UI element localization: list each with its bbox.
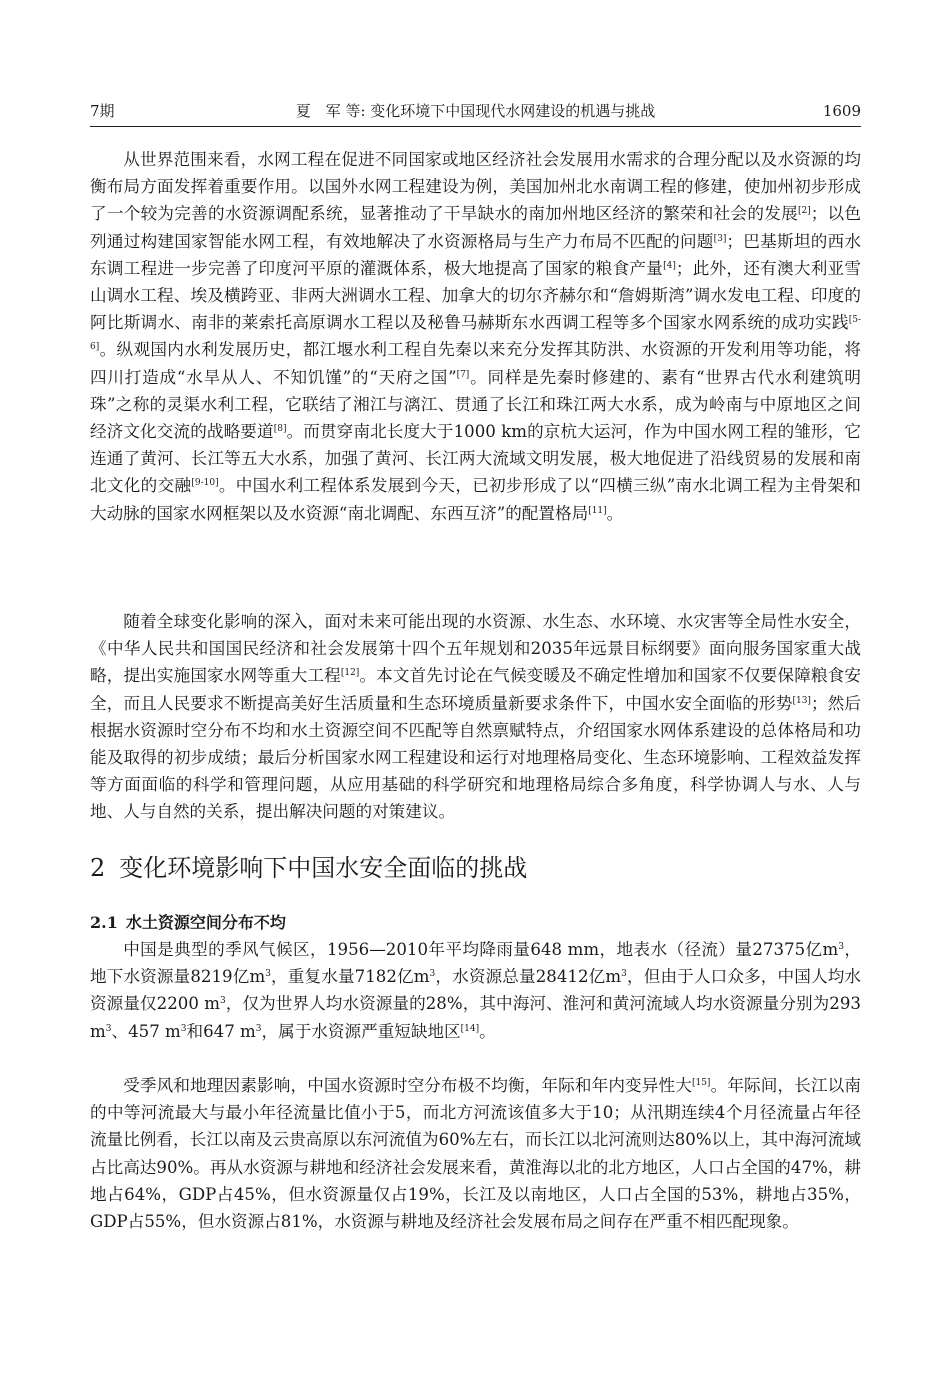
subsection-heading: [90, 910, 861, 936]
header-rule: [90, 126, 861, 127]
text-run: ，仅为世界人均水资源量的28%，其中海河、淮河和黄河流域人均水资源量分别为293 m: [90, 994, 861, 1041]
text-run: ，水资源总量28412亿m: [435, 967, 622, 987]
paragraph: [90, 1072, 861, 1290]
citation-superscript: 3: [429, 969, 436, 980]
text-run: 。: [606, 503, 624, 523]
text-run: 受季风和地理因素影响，中国水资源时空分布极不均衡，年际和年内变异性大: [123, 1076, 692, 1095]
text-run: ，重复水量7182亿m: [270, 967, 430, 987]
citation-superscript: [15]: [691, 1078, 711, 1088]
section-heading: [90, 848, 861, 900]
text-run: ；巴基斯坦的西水东调工程进一步完善了印度河平原的灌溉体系，极大地提高了国家的粮食产量: [90, 231, 861, 278]
text-run: 中国是典型的季风气候区，1956—2010年平均降雨量648 mm，地表水（径流）量27375亿m: [123, 940, 839, 959]
paragraph: [90, 608, 861, 826]
paragraph: [90, 146, 861, 608]
citation-superscript: [12]: [340, 668, 360, 679]
text-run: 。: [479, 1021, 496, 1041]
citation-superscript: 3: [219, 996, 226, 1007]
citation-superscript: [4]: [663, 260, 676, 271]
section-title: 变化环境影响下中国水安全面临的挑战: [119, 854, 528, 882]
text-run: ；以色列通过构建国家智能水网工程，有效地解决了水资源格局与生产力布局不匹配的问题: [90, 204, 861, 251]
text-run: ，属于水资源严重短缺地区: [261, 1021, 461, 1041]
text-run: 。纵观国内水利发展历史，都江堰水利工程自先秦以来充分发挥其防洪、水资源的开发利用等功能，将四川打造成“水旱从人、不知饥馑”的“天府之国”: [90, 340, 861, 387]
subsection-number: 2.1: [90, 913, 118, 932]
citation-superscript: [3]: [713, 233, 727, 244]
text-run: ，地下水资源量8219亿m: [90, 940, 861, 987]
citation-superscript: 3: [180, 1023, 187, 1034]
citation-superscript: 3: [265, 969, 271, 980]
citation-superscript: [5-6]: [90, 315, 861, 353]
text-run: 。本文首先讨论在气候变暖及不确定性增加和国家不仅要保障粮食安全，而且人民要求不断提高美好生活质量和生态环境质量新要求条件下，中国水安全面临的形势: [90, 666, 861, 713]
running-header: [90, 100, 861, 122]
citation-superscript: [9-10]: [191, 478, 219, 489]
citation-superscript: 3: [838, 942, 845, 952]
citation-superscript: [14]: [460, 1023, 480, 1034]
citation-superscript: [8]: [273, 424, 287, 435]
page-number: 1609: [822, 102, 861, 120]
subsection-title: 水土资源空间分布不均: [125, 913, 286, 932]
text-run: 。同样是先秦时修建的、素有“世界古代水利建筑明珠”之称的灵渠水利工程，它联结了湘江与漓江、贯通了长江和珠江两大水系，成为岭南与中原地区之间经济文化交流的战略要道: [90, 367, 861, 442]
section-number: 2: [90, 854, 106, 882]
article-body: [90, 146, 861, 1290]
issue-label: 7期: [90, 102, 115, 120]
citation-superscript: 3: [621, 969, 627, 980]
citation-superscript: 3: [105, 1023, 112, 1034]
citation-superscript: [11]: [588, 505, 607, 516]
text-run: 。年际间，长江以南的中等河流最大与最小年径流量比值小于5，而北方河流该值多大于10；从汛期连续4个月径流量占年径流量比例看，长江以南及云贵高原以东河流值为60%左右，而长江以北河流则达80%以上，其中海河流域占比高达90%。再从水资源与耕地和经济社会发展来看，黄淮海以北的北方地区，人口占全国的47%，耕地占64%，GDP占45%，但水资源量仅占19%，长江及以南地区，人口占全国的53%，耕地占35%，GDP占55%，但水资源占81%，水资源与耕地及经济社会发展布局之间存在严重不相匹配现象。: [90, 1076, 861, 1232]
citation-superscript: [2]: [797, 206, 811, 217]
text-run: 。而贯穿南北长度大于1000 km的京杭大运河，作为中国水网工程的雏形，它连通了黄河、长江等五大水系，加强了黄河、长江两大流域文明发展，极大地促进了沿线贸易的发展和南北文化的交融: [90, 422, 861, 496]
citation-superscript: [13]: [792, 695, 811, 706]
text-run: ；此外，还有澳大利亚雪山调水工程、埃及横跨亚、非两大洲调水工程、加拿大的切尔齐赫尔和“詹姆斯湾”调水发电工程、印度的阿比斯调水、南非的莱索托高原调水工程以及秘鲁马赫斯东水西调工程等多个国家水网系统的成功实践: [90, 258, 861, 333]
text-run: 从世界范围来看，水网工程在促进不同国家或地区经济社会发展用水需求的合理分配以及水资源的均衡布局方面发挥着重要作用。以国外水网工程建设为例，美国加州北水南调工程的修建，使加州初步形成了一个较为完善的水资源调配系统，显著推动了干旱缺水的南加州地区经济的繁荣和社会的发展: [90, 150, 861, 224]
paragraph: [90, 936, 861, 1072]
text-run: 随着全球变化影响的深入，面对未来可能出现的水资源、水生态、水环境、水灾害等全局性水安全，《中华人民共和国国民经济和社会发展第十四个五年规划和2035年远景目标纲要》面向服务国家重大战略，提出实施国家水网等重大工程: [90, 612, 861, 686]
citation-superscript: [7]: [456, 369, 470, 380]
text-run: 。中国水利工程体系发展到今天，已初步形成了以“四横三纵”南水北调工程为主骨架和大动脉的国家水网框架以及水资源“南北调配、东西互济”的配置格局: [90, 476, 861, 523]
text-run: 和647 m: [186, 1021, 256, 1041]
text-run: 、457 m: [111, 1021, 181, 1041]
text-run: ；然后根据水资源时空分布不均和水土资源空间不匹配等自然禀赋特点，介绍国家水网体系建设的总体格局和功能及取得的初步成绩；最后分析国家水网工程建设和运行对地理格局变化、生态环境影响、工程效益发挥等方面面临的科学和管理问题，从应用基础的科学研究和地理格局综合多角度，科学协调人与水、人与地、人与自然的关系，提出解决问题的对策建议。: [90, 693, 861, 822]
running-title: 夏 军 等: 变化环境下中国现代水网建设的机遇与挑战: [295, 102, 656, 120]
text-run: ，但由于人口众多，中国人均水资源量仅2200 m: [90, 967, 861, 1014]
citation-superscript: 3: [255, 1023, 262, 1034]
